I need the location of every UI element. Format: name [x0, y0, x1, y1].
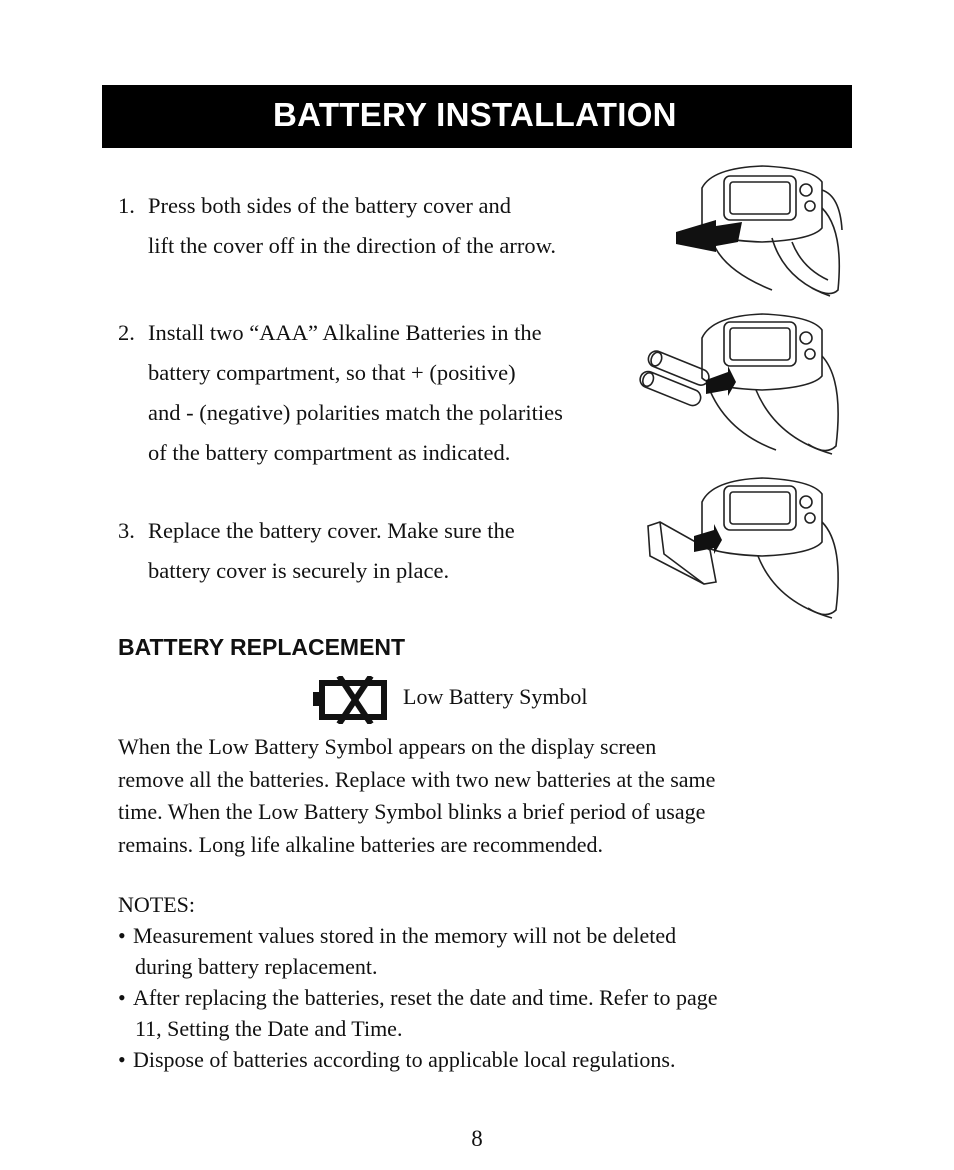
bullet-icon: •	[118, 923, 126, 948]
paragraph-line: remove all the batteries. Replace with two new batteries at the same	[118, 766, 716, 792]
note-text-line: Measurement values stored in the memory will not be deleted	[133, 923, 677, 948]
step-text-line: Press both sides of the battery cover and	[148, 193, 512, 218]
section-title: BATTERY INSTALLATION	[273, 96, 677, 133]
note-text-line: After replacing the batteries, reset the date and time. Refer to page	[133, 985, 718, 1010]
note-text-line: during battery replacement.	[135, 954, 378, 979]
step-text-line: of the battery compartment as indicated.	[148, 440, 511, 465]
replacement-paragraph	[118, 731, 715, 861]
note-item	[118, 982, 718, 1044]
step-number: 2.	[118, 320, 135, 345]
page-number: 8	[471, 1126, 483, 1151]
remove-battery-cover-illustration	[672, 160, 848, 300]
battery-replacement-heading: BATTERY REPLACEMENT	[118, 634, 406, 660]
bullet-icon: •	[118, 1047, 126, 1072]
paragraph-line: When the Low Battery Symbol appears on the display screen	[118, 734, 657, 759]
low-battery-icon	[313, 676, 389, 724]
note-text-line: Dispose of batteries according to applicable local regulations.	[133, 1047, 676, 1072]
step-text-line: battery cover is securely in place.	[148, 558, 450, 583]
bullet-icon: •	[118, 985, 126, 1010]
paragraph-line: time. When the Low Battery Symbol blinks a brief period of usage	[118, 799, 706, 824]
low-battery-symbol-label: Low Battery Symbol	[403, 684, 588, 709]
replace-battery-cover-illustration	[640, 472, 848, 622]
step-text-line: Replace the battery cover. Make sure the	[148, 518, 515, 543]
note-item	[118, 1044, 718, 1075]
step-text-line: Install two “AAA” Alkaline Batteries in the	[148, 320, 542, 345]
note-item	[118, 920, 718, 982]
section-header	[102, 85, 852, 148]
step-text-line: lift the cover off in the direction of the arrow.	[148, 233, 556, 258]
paragraph-line: remains. Long life alkaline batteries are recommended.	[118, 831, 604, 857]
step-text-line: battery compartment, so that + (positive)	[148, 360, 516, 385]
note-text-line: 11, Setting the Date and Time.	[135, 1016, 403, 1041]
step-number: 3.	[118, 518, 135, 543]
notes-list	[118, 920, 718, 1075]
insert-batteries-illustration	[636, 310, 848, 460]
step-text-line: and - (negative) polarities match the polarities	[148, 400, 563, 425]
notes-label: NOTES:	[118, 892, 195, 917]
step-number: 1.	[118, 193, 135, 218]
